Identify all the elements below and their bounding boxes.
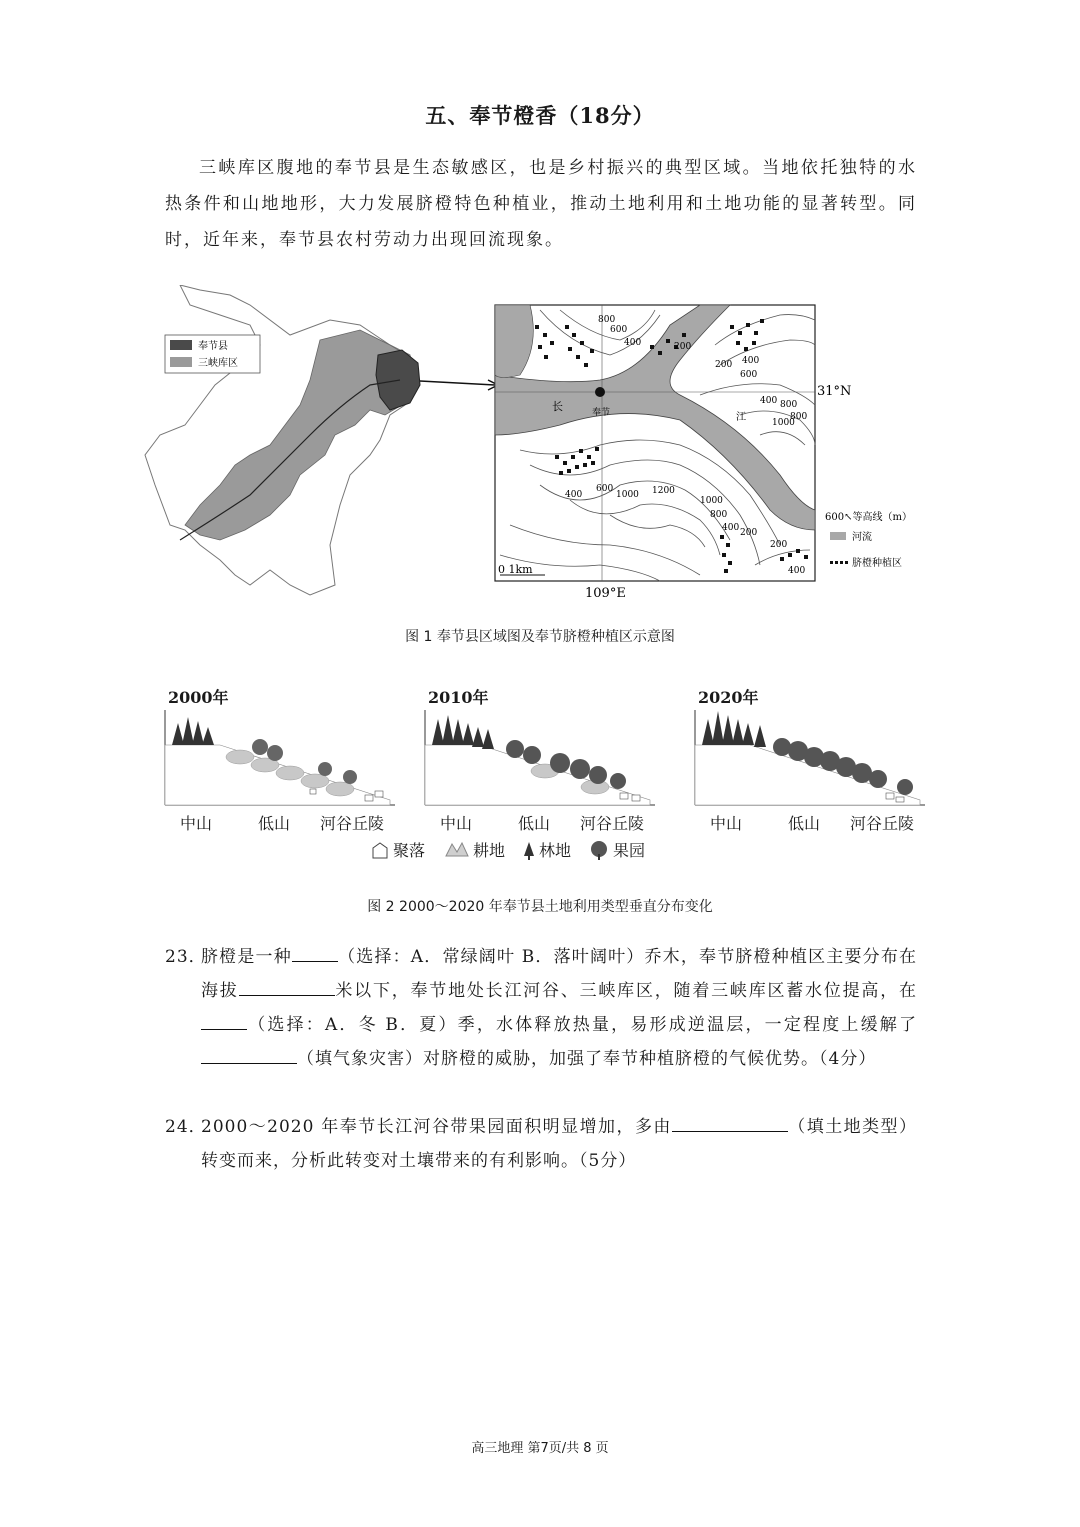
- answer-blank[interactable]: [672, 1113, 788, 1132]
- zone-label: 河谷丘陵: [580, 814, 645, 833]
- svg-text:1200: 1200: [652, 486, 675, 496]
- svg-text:800: 800: [790, 412, 808, 422]
- question-23: 23． 脐橙是一种 （选择：A．常绿阔叶 B．落叶阔叶）乔木，奉节脐橙种植区主要分布在海拔 米以下，奉节地处长江河谷、三峡库区，随着三峡库区蓄水位提高，在（选择：A．冬 B．夏）季，水体释放热量，易形成逆温层，一定程度上缓解了（填气象灾害）对脐橙的威胁，加强了奉节种植脐橙的气候优势。（4分）: [165, 940, 917, 1076]
- forest-icons: [702, 711, 766, 747]
- river-char-1: 长: [552, 400, 563, 413]
- legend-orchard: 脐橙种植区: [852, 558, 902, 569]
- scale-label: 0 1km: [498, 563, 533, 576]
- longitude-label: 109°E: [585, 586, 626, 601]
- terrain-2010: [420, 705, 660, 815]
- question-24: 24． 2000～2020 年奉节长江河谷带果园面积明显增加，多由 （填土地类型）转变而来，分析此转变对土壤带来的有利影响。（5分）: [165, 1110, 917, 1178]
- legend-orchard-swatch: [830, 561, 848, 564]
- svg-text:400: 400: [742, 356, 760, 366]
- page-footer: 高三地理 第7页/共 8 页: [471, 1441, 609, 1456]
- section-title: 五、奉节橙香（18分）: [425, 103, 655, 128]
- svg-text:800: 800: [710, 510, 728, 520]
- contour-map: [495, 305, 912, 601]
- svg-text:1000: 1000: [700, 496, 723, 506]
- question-number: 23．: [165, 947, 207, 967]
- region-map: [145, 285, 498, 595]
- latitude-label: 31°N: [817, 384, 852, 399]
- svg-text:200: 200: [770, 540, 788, 550]
- svg-text:1000: 1000: [772, 418, 795, 428]
- legend-river-swatch: [830, 532, 846, 540]
- svg-text:400: 400: [722, 523, 740, 533]
- panel-year: 2000年: [168, 688, 229, 707]
- figure-1-caption: 图 1 奉节县区域图及奉节脐橙种植区示意图: [405, 629, 675, 645]
- svg-text:1000: 1000: [616, 490, 639, 500]
- forest-icons: [432, 715, 494, 749]
- pointer-arrow: [420, 381, 495, 385]
- zone-label: 低山: [258, 814, 291, 833]
- river-char-2: 江: [736, 412, 746, 423]
- svg-text:200: 200: [715, 360, 733, 370]
- svg-text:400: 400: [624, 338, 642, 348]
- fengjie-city-dot: [595, 387, 605, 397]
- legend-orchard: 果园: [588, 838, 645, 861]
- zone-label: 低山: [518, 814, 551, 833]
- tree-icon: [522, 840, 536, 860]
- legend-swatch-reservoir: [170, 357, 192, 367]
- panel-2000: [160, 685, 420, 835]
- svg-text:200: 200: [674, 342, 692, 352]
- question-number: 24．: [165, 1117, 207, 1137]
- orchard-tree-icon: [588, 840, 610, 860]
- svg-text:200: 200: [740, 528, 758, 538]
- answer-blank[interactable]: [201, 1045, 297, 1064]
- svg-text:800: 800: [598, 315, 616, 325]
- figure-2-caption: 图 2 2000～2020 年奉节县土地利用类型垂直分布变化: [367, 899, 713, 915]
- legend-farmland: 耕地: [444, 838, 505, 861]
- panel-year: 2020年: [698, 688, 759, 707]
- svg-text:600: 600: [596, 484, 614, 494]
- figure-1: [140, 285, 940, 605]
- intro-paragraph: 三峡库区腹地的奉节县是生态敏感区，也是乡村振兴的典型区域。当地依托独特的水热条件和山地地形，大力发展脐橙特色种植业，推动土地利用和土地功能的显著转型。同时，近年来，奉节县农村劳动力出现回流现象。: [165, 158, 917, 250]
- zone-label: 河谷丘陵: [850, 814, 915, 833]
- city-label: 奉节: [592, 408, 611, 418]
- zone-label: 河谷丘陵: [320, 814, 385, 833]
- forest-icons: [172, 717, 214, 745]
- legend-label-reservoir: 三峡库区: [198, 358, 238, 369]
- zone-label: 低山: [788, 814, 821, 833]
- legend-river: 河流: [852, 532, 872, 543]
- legend-swatch-fengjie: [170, 340, 192, 350]
- farmland-icon: [444, 840, 470, 860]
- legend-label-fengjie: 奉节县: [198, 341, 228, 352]
- svg-text:400: 400: [760, 396, 778, 406]
- settlement-icon: [370, 840, 390, 860]
- legend-forest: 林地: [522, 838, 571, 861]
- terrain-2000: [160, 705, 400, 815]
- panel-2010: [420, 685, 680, 835]
- zone-label: 中山: [180, 814, 213, 833]
- legend-contour: 600↖等高线（m）: [825, 512, 912, 523]
- panel-2020: [690, 685, 950, 835]
- answer-blank[interactable]: [239, 977, 335, 996]
- zone-label: 中山: [710, 814, 743, 833]
- svg-text:400: 400: [565, 490, 583, 500]
- terrain-2020: [690, 705, 930, 815]
- svg-text:600: 600: [610, 325, 628, 335]
- answer-blank[interactable]: [201, 1011, 247, 1030]
- svg-text:600: 600: [740, 370, 758, 380]
- figure-2-legend: [370, 838, 690, 864]
- svg-text:400: 400: [788, 566, 806, 576]
- zone-label: 中山: [440, 814, 473, 833]
- panel-year: 2010年: [428, 688, 489, 707]
- legend-settlement: 聚落: [370, 838, 425, 861]
- svg-text:800: 800: [780, 400, 798, 410]
- answer-blank[interactable]: [292, 943, 338, 962]
